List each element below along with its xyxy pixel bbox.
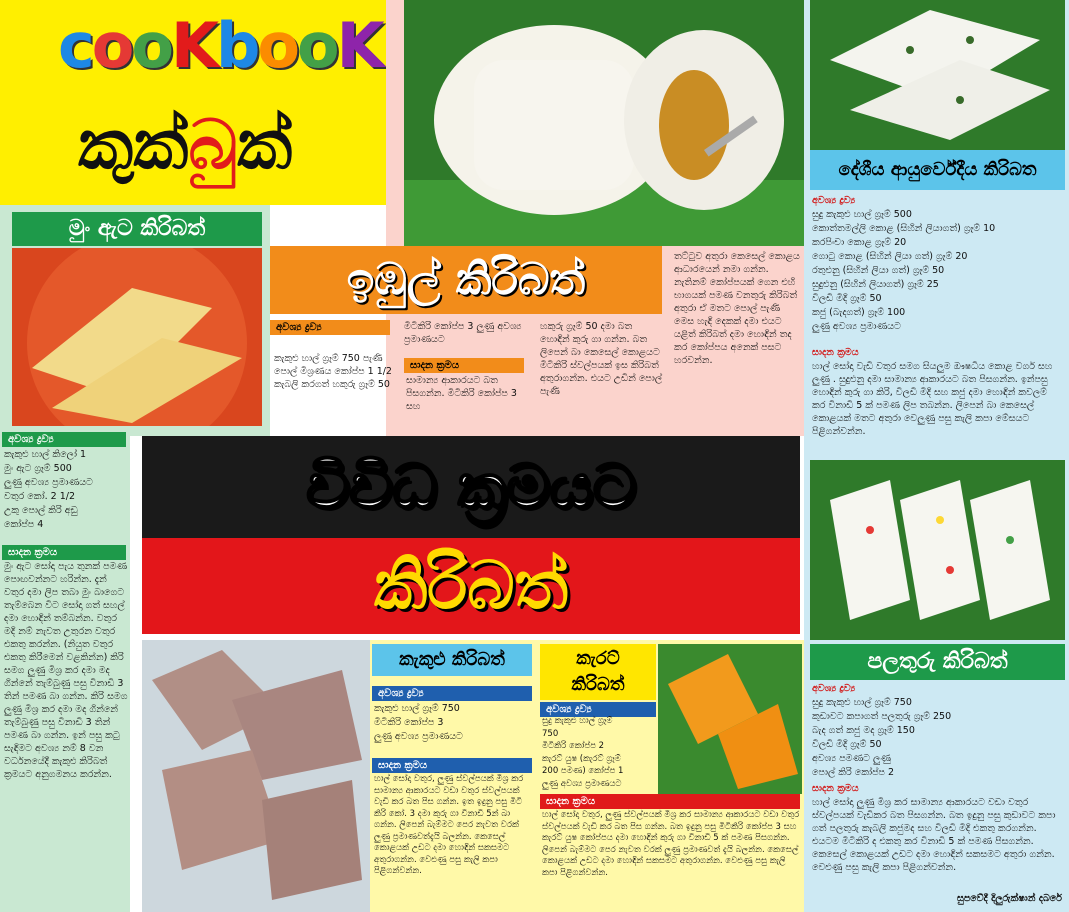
deshiya-ingredients [812, 208, 1062, 334]
banner-bottom [142, 538, 800, 634]
palathuru-ingredients-label: අවශ්‍ය ද්‍රව්‍ය [812, 683, 856, 694]
ingredient-line: ලුණු අවශ්‍ය ප්‍රමාණයට [4, 477, 93, 488]
logo-letter: o [91, 9, 132, 82]
ingredient-line: බැද ගත් කජු මද ග්‍රෑම් 150 [812, 725, 915, 736]
author-name: සුපවේදී දිලුරුක්ෂාන් දබරේ [956, 893, 1062, 904]
logo-letter: o [257, 9, 298, 82]
deshiya-kiribath-photo [810, 0, 1065, 150]
ingredient-line: උකු පොල් කිරි අඩු [4, 505, 78, 516]
deshiya-ingredients-label: අවශ්‍ය ද්‍රව්‍ය [812, 195, 856, 206]
kakulu-kiribath-photo [142, 640, 370, 912]
imbul-title: ඉඹුල් කිරිබත් [270, 246, 662, 314]
mun-kiribath-photo [12, 248, 262, 426]
carrot-title-line1: කැරට් [576, 648, 620, 669]
logo-letter: K [170, 9, 217, 82]
kakulu-method-label: සාදන ක්‍රමය [372, 758, 532, 773]
ingredient-line: ගොටු කොළ (සිහින් ලියා ගත්) ග්‍රෑම් 20 [812, 251, 968, 262]
ingredient-line: මිටිකිරි කෝප්ප 2 [542, 741, 605, 751]
logo-letter: b [216, 9, 258, 82]
imbul-ingredients: කැකුළු හාල් ග්‍රෑම් 750 පැණි පොල් මිශ්‍රණය කෝප්ප 1 1/2 කැබලි කරගත් හකුරු ග්‍රෑම් 50 [274, 353, 392, 390]
palathuru-title: පලතුරු කිරිබත් [810, 644, 1065, 680]
ingredient-line: විලඩි මිදි ග්‍රෑම් 50 [812, 739, 882, 750]
logo-letter: o [297, 9, 337, 82]
imbul-col2-method: සාමාන්‍ය ආකාරයට බත පිසගන්න. මිටිකිරි කෝප්ප 3 සහ [406, 375, 517, 412]
ingredient-line: කරපිංචා කොළ ග්‍රෑම් 20 [812, 237, 907, 248]
ingredient-line: මුං ඇට ග්‍රෑම් 500 [4, 463, 72, 474]
ingredient-line: සුදුළුනු (සිහින් ලියාගත්) ග්‍රෑම් 25 [812, 279, 939, 290]
cookbook-logo-english [58, 6, 382, 86]
ingredient-line: සුදු කැකුළු හාල් ග්‍රෑම් 500 [812, 209, 912, 220]
ingredient-line: කජු (බැදගත්) ග්‍රෑම් 100 [812, 307, 906, 318]
banner-line2: කිරිබත් [373, 546, 569, 624]
ingredient-line: ලුණු අවශ්‍ය ප්‍රමාණයට [542, 778, 622, 789]
ingredient-line: 750 [542, 728, 559, 739]
carrot-ingredients [542, 716, 656, 791]
ingredient-line: 200 පමණ) කෝප්ප 1 [542, 766, 624, 776]
ingredient-line: රතුළුනු (සිහින් ලියා ගත්) ග්‍රෑම් 50 [812, 265, 945, 276]
logo-si-part3: ක් [237, 106, 293, 185]
deshiya-method-label: සාදන ක්‍රමය [812, 347, 859, 358]
mun-method: මුං ඇට සෝදා පැය තුනක් පමණ පොඟවන්නට හරින්න. දැන් වතුර දමා ලිප තබා මුං බාගෙට තැම්බෙන විට සෝදා ගත් සහල් දමා හොඳින් තම්බන්න. වතුර මදි නම් නැවත උතුරන වතුර එකතු කරන්න. (නියුත වතුර එකතු කිරීමෙන් වළකින්න) කිරි සමග ලුණු මිශ්‍ර කර දමා මද ගින්නේ තැම්බුණු පසු විනාඩි 3 තින් පමණ බා ගන්න. කිරි සමග ලුණු මිශ්‍ර කර දමා මද ගින්නේ තැම්බුණු පසු විනාඩි 3 තින් පමණ බා ගන්න. ඉන් පසු කටු සැඳිමට අවශ්‍ය නම් 8 වන වර්ධනයේදී කැකුළු කිරිබත් ක්‍රමයට අනුගමනය කරන්න. [4, 561, 128, 780]
carrot-method: හාල් සෝදා වතුර, ලුණු ස්වල්පයක් මිශ්‍ර කර සාමාන්‍ය ආකාරයට වඩා වතුර ස්වල්පයක් වැඩි කර බත පිස ගන්න. බත ඉදුනු පසු මිටිකිරි කෝප්ප 3 සහ කැරට් යුෂ කෝප්පය දමා හොඳින් කුරු ගා විනාඩි 5 ක් පමණ පිසගන්න. ලිපෙන් බැම්මට පෙර නැවත වරක් ලුණු ප්‍රමාණවත් දැයි බලන්න. කෙසෙල් කොළයක් උඩට දමා හොඳින් සකසමට අතුරාගන්න. වෙළුණු පසු කැලි කපා පිළිගන්වන්න. [542, 810, 800, 878]
ingredient-line: වතුර කෝ. 2 1/2 [4, 491, 76, 502]
cookbook-logo-panel [0, 0, 386, 205]
carrot-ingredients-label: අවශ්‍ය ද්‍රව්‍ය [540, 702, 656, 717]
ingredient-line: අවශ්‍ය පමණට ලුණු [812, 753, 891, 764]
ingredient-line: විලඩි මිදි ග්‍රෑම් 50 [812, 293, 882, 304]
imbul-kiribath-photo [404, 0, 804, 246]
imbul-col2-top: මිටිකිරි කෝප්ප 3 ලුණු අවශ්‍ය ප්‍රමාණයට [404, 321, 522, 345]
deshiya-title: දේශීය ආයුර්වේදීය කිරිබත [810, 150, 1065, 190]
mun-ingredients-label: අවශ්‍ය ද්‍රව්‍ය [2, 432, 126, 447]
logo-letter: K [336, 9, 382, 82]
logo-letter: o [131, 9, 171, 82]
ingredient-line: සුදු කැකුළු හාල් ග්‍රෑම් 750 [812, 697, 912, 708]
carrot-title-line2: කිරිබත් [571, 674, 625, 695]
carrot-kiribath-photo [658, 644, 802, 794]
ingredient-line: කැකුළු හාල් ග්‍රෑම් 750 [374, 703, 460, 714]
kakulu-method: හාල් සෝදා වතුර, ලුණු ස්වල්පයක් මිශ්‍ර කර සාමාන්‍ය ආකාරයට වඩා වතුර ස්වල්පයක් වැඩි කර බත පිස ගන්න. ඉත ඉදුනු පසු මිටි කිරි කෝ. 3 දමා කුරු ගා විනාඩි 5න් බා ගන්න. ලිපෙන් බැම්මට පෙර නැවත වරක් ලුණු ප්‍රමාණවත්දැයි බලන්න. කෙසෙල් කොළයක් උඩට දමා හොඳින් සකසමට අතුරාගන්න. වෙළුණු පසු කැලි කපා පිළිගන්වන්න. [374, 774, 524, 876]
kakulu-title: කැකුළු කිරිබත් [372, 644, 532, 676]
carrot-title [540, 644, 656, 700]
cookbook-logo-sinhala [78, 96, 292, 196]
imbul-col4: තට්ටුව අතුරා කෙසෙල් කොළය ආධාරයෙන් නමා ගන්න. නැතිනම් කෝප්පයක් ගෙන එහි භාගයක් පමණ වනතුරු කිරිබත් අතුරා ඒ මතට පොල් පැණි මෙස හැඳි දෙකක් දමා එයට යළිත් කිරිබත් දමා හොඳින් තද කර කෝප්පය අනෙක් පසට හරවන්න. [674, 251, 800, 366]
ingredient-line: ලුණු අවශ්‍ය ප්‍රමාණයට [374, 731, 463, 742]
palathuru-ingredients [812, 696, 1062, 780]
palathuru-kiribath-photo [810, 460, 1065, 640]
imbul-method-label: සාදන ක්‍රමය [404, 358, 524, 373]
mun-title: මුං ඇට කිරිබත් [12, 212, 262, 246]
palathuru-method-label: සාදන ක්‍රමය [812, 783, 859, 794]
kakulu-ingredients [374, 702, 532, 744]
ingredient-line: පොල් කිරි කෝප්ප 2 [812, 767, 895, 778]
kakulu-ingredients-label: අවශ්‍ය ද්‍රව්‍ය [372, 686, 532, 701]
ingredient-line: කෝප්ප 4 [4, 519, 44, 530]
ingredient-line: ලුණු අවශ්‍ය ප්‍රමාණයට [812, 321, 901, 332]
imbul-col3: හකුරු ග්‍රෑම් 50 දමා බත හොඳින් කුරු ගා ගන්න. බත ලිපෙන් බා කෙසෙල් කොළයට මිටිකිරි ස්වල්පයක් ඉස කිරිබත් අතුරාගන්න. එයට උඩින් පොල් පැණි [540, 321, 663, 397]
ingredient-line: මිටිකිරි කෝප්ප 3 [374, 717, 444, 728]
ingredient-line: කුඩාවට කපාගත් පලතුරු ග්‍රෑම් 250 [812, 711, 952, 722]
mun-ingredients [4, 448, 128, 532]
logo-letter: c [58, 9, 92, 82]
ingredient-line: කැකුළු හාල් කිලෝ 1 [4, 449, 87, 460]
logo-si-part1: කුක් [78, 106, 189, 185]
mun-method-label: සාදන ක්‍රමය [2, 545, 126, 560]
ingredient-line: කැරට් යුෂ (කැරට් ග්‍රෑම් [542, 753, 621, 764]
banner-top [142, 436, 800, 538]
ingredient-line: කොත්තමල්ලි කොළ (සිහින් ලියාගත්) ග්‍රෑම් 10 [812, 223, 996, 234]
logo-si-part2: බු [188, 106, 238, 185]
ingredient-line: සුදු කැකුළු හාල් ග්‍රෑම් [542, 716, 613, 726]
banner-line1: විවිධ ක්‍රමයට [306, 452, 636, 522]
deshiya-method: හාල් සෝදා වැඩි වතුර සමග සියලුම ඖෂධීය කොළ වර්ග සහ ලුණු . සුදුළුනු දමා සාමාන්‍ය ආකාරයට බත පිසගන්න. ඉන්පසු හොඳින් කුරු ගා කිරි, විලඩි මිදි සහ කජු දමා හොඳින් කවලම් කර විනාඩි 5 ක් පමණ ලිප තබන්න. ලිපෙන් බා කෙසෙල් කොළයක් මතට අතුරා වෙලුණු පසු කැලි කපා මේසයට පිළිගන්වන්න. [812, 361, 1053, 437]
imbul-ingredients-label: අවශ්‍ය ද්‍රව්‍ය [270, 320, 390, 335]
carrot-method-label: සාදන ක්‍රමය [540, 794, 800, 809]
palathuru-method: හාල් සෝදා ලුණු මිශ්‍ර කර සාමාන්‍ය ආකාරයට වඩා වතුර ස්වල්පයක් වැඩිකර බත පිසගන්න. බත ඉදුනු පසු කුඩාවට කපා ගත් පලතුරු කැබලි කජුමද සහ විලඩි මිදි එකතු කරගන්න. එයටම මිටිකිරි ද එකතු කර විනාඩි 5 ක් පමණ පිසගන්න. කෙසෙල් කොළයක් උඩට දමා හොඳින් සකසමට අතුරා ගන්න. වෙළුණු පසු කැලි කපා පිළිගන්වන්න. [812, 797, 1056, 873]
